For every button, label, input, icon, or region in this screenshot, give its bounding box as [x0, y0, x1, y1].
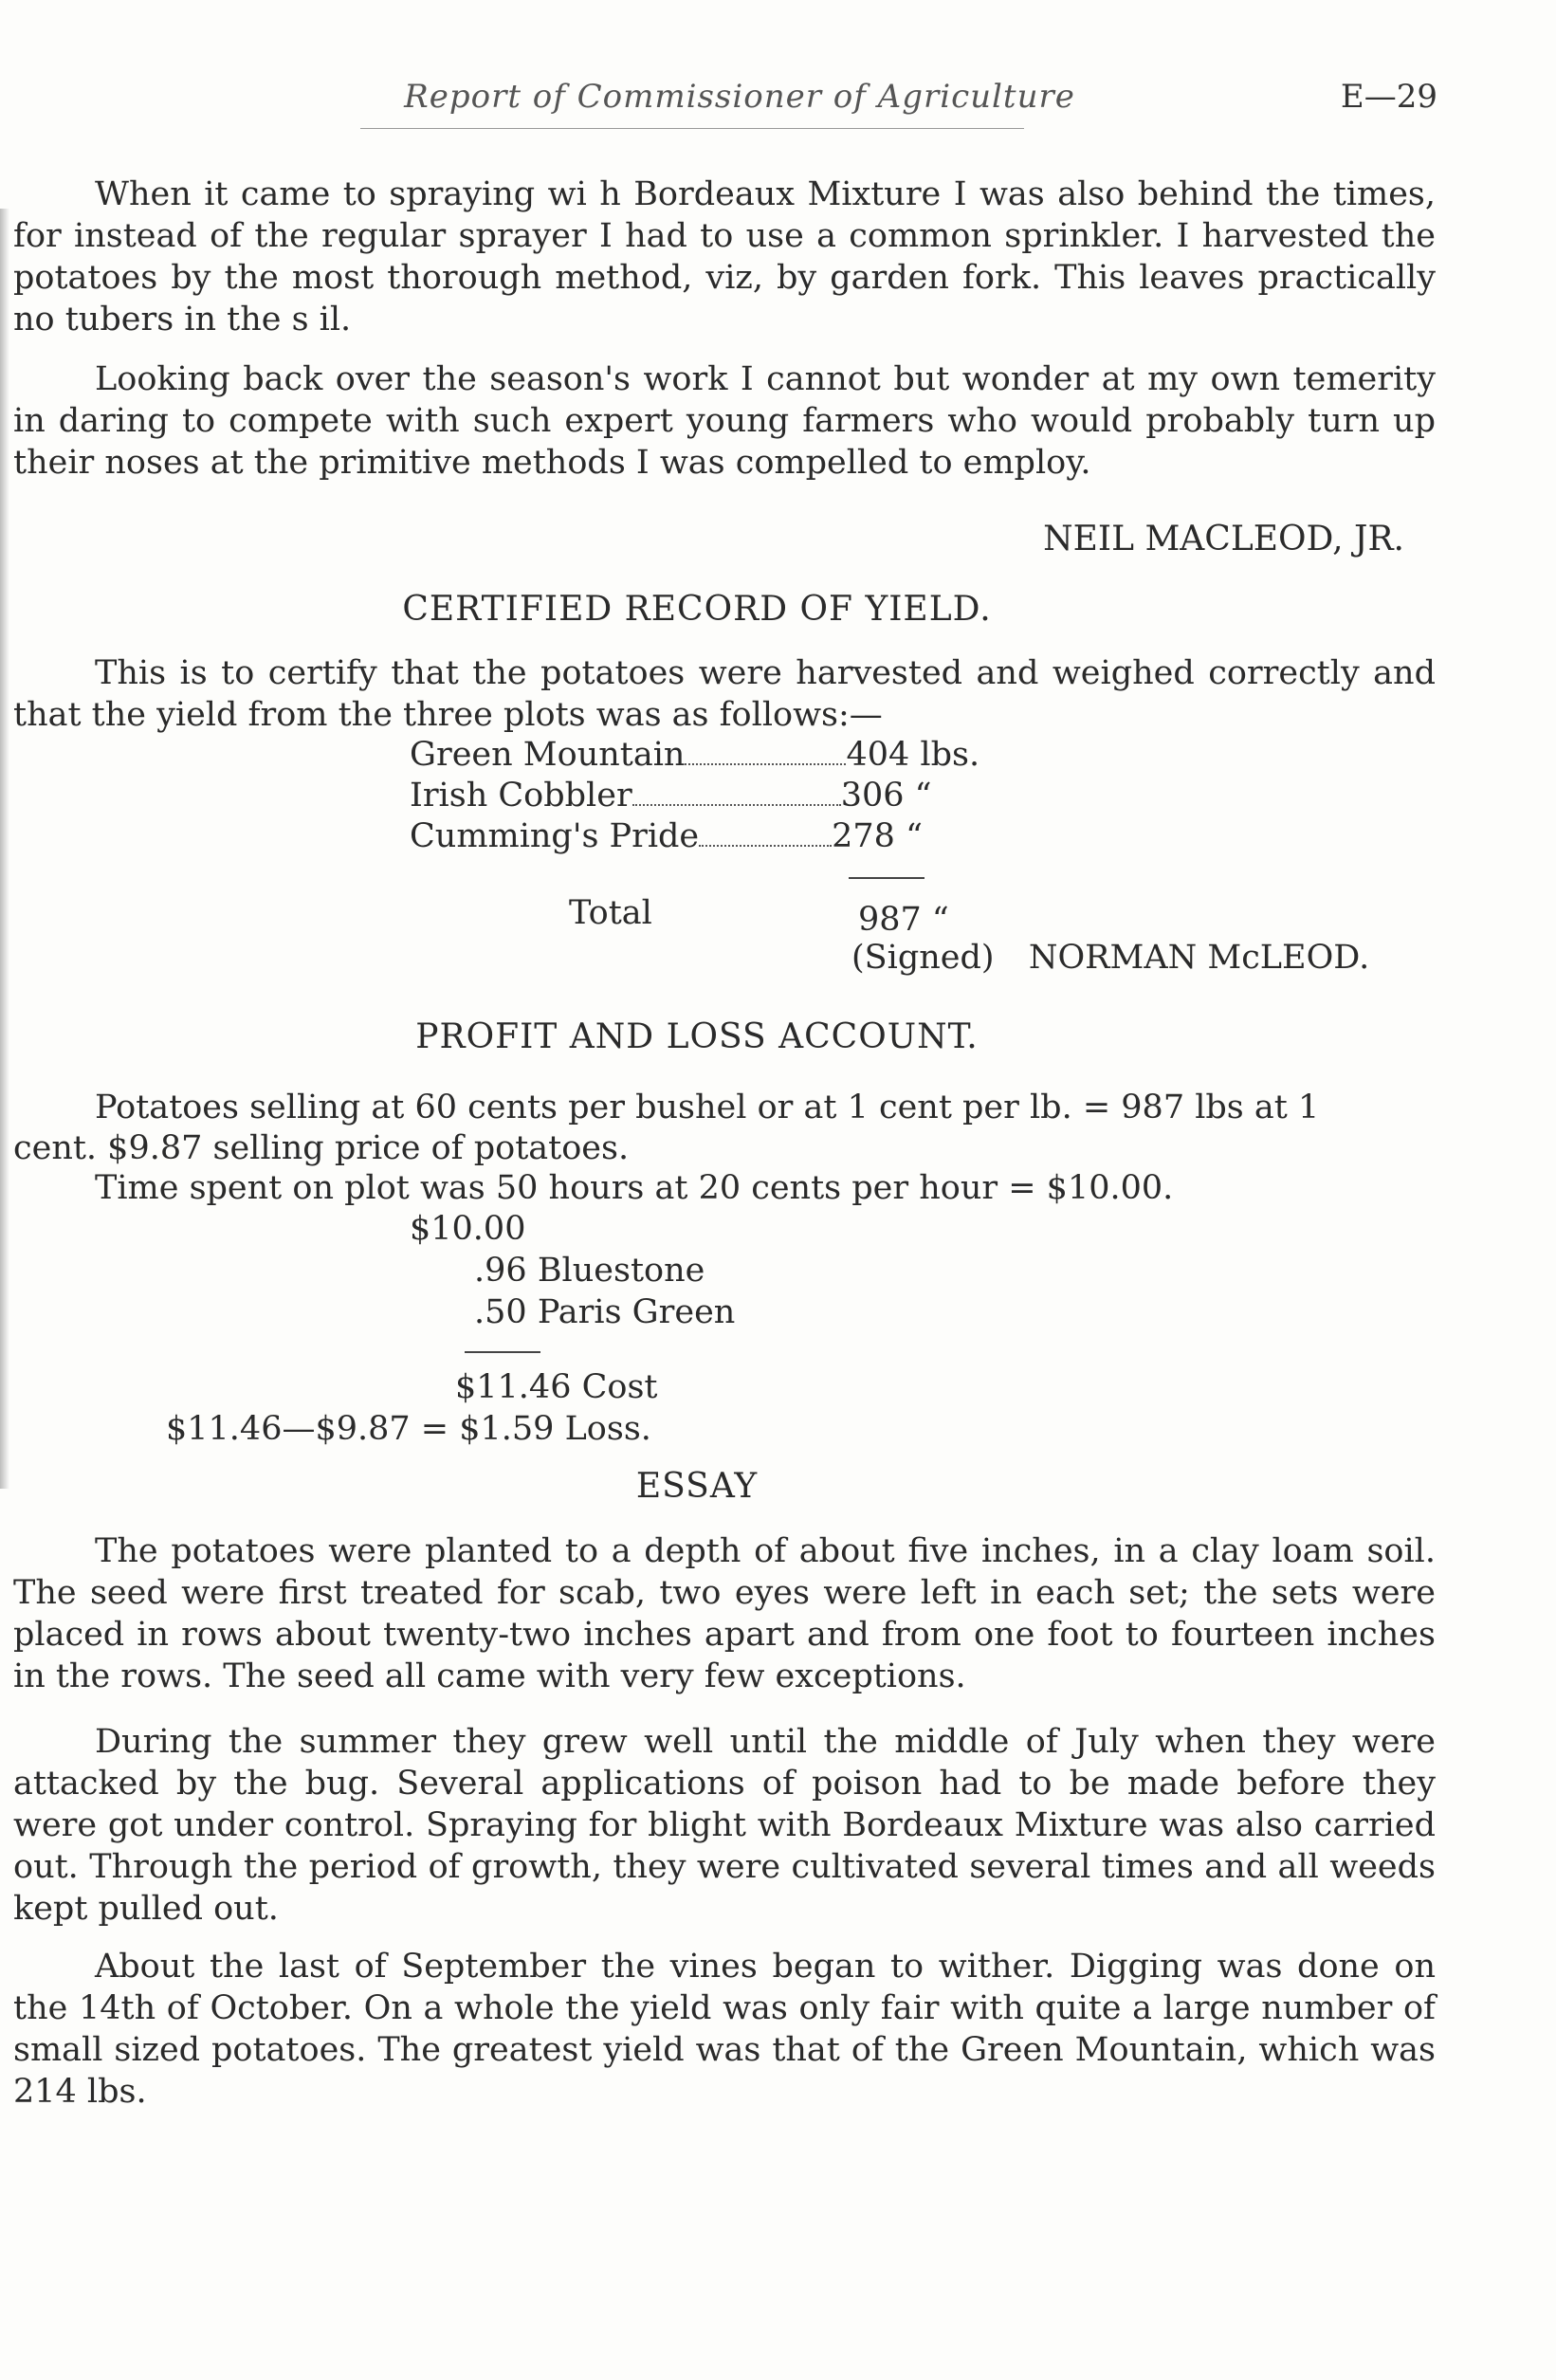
- cost-rule: [465, 1351, 540, 1353]
- essay-paragraph-2-block: [13, 1721, 1436, 1930]
- cost-row-paris-green: [474, 1293, 735, 1331]
- signed-line: [851, 939, 1369, 977]
- yield-total-label: Total: [569, 894, 652, 932]
- yield-name: Irish Cobbler: [410, 777, 632, 815]
- signed-label: (Signed): [851, 939, 995, 977]
- profit-loss-heading: PROFIT AND LOSS ACCOUNT.: [415, 1017, 979, 1056]
- yield-value: 306 “: [840, 777, 932, 815]
- cost-row-bluestone: [474, 1252, 705, 1290]
- profit-line-1a: Potatoes selling at 60 cents per bushel or at 1 cent per lb. = 987 lbs at 1: [95, 1089, 1320, 1126]
- certified-heading: CERTIFIED RECORD OF YIELD.: [402, 590, 992, 629]
- paragraph-looking-back: Looking back over the season's work I cannot but wonder at my own temerity in daring to compete with such expert young farmers who would probably turn up their noses at the primitive methods I was compelled to employ.: [13, 360, 1436, 482]
- yield-name: Cumming's Pride: [410, 817, 700, 855]
- yield-name: Green Mountain: [410, 736, 686, 774]
- yield-value: 404 lbs.: [846, 736, 980, 774]
- author-signature: NEIL MACLEOD, JR.: [1043, 520, 1404, 558]
- essay-paragraph-1: The potatoes were planted to a depth of about five inches, in a clay loam soil. The seed were first treated for scab, two eyes were left in each set; the sets were placed in rows about twenty-two inches apart and from one foot to fourteen inches in the rows. The seed all came with very few exceptions.: [13, 1532, 1436, 1695]
- essay-paragraph-3: About the last of September the vines began to wither. Digging was done on the 14th of October. On a whole the yield was only fair with quite a large number of small sized potatoes. The greatest yield was that of the Green Mountain, which was 214 lbs.: [13, 1948, 1436, 2111]
- cost-total: $11.46 Cost: [455, 1368, 658, 1406]
- header-rule: [360, 128, 1024, 129]
- dot-leader: [699, 837, 832, 847]
- essay-paragraph-3-block: [13, 1946, 1436, 2113]
- scan-edge-shadow: [0, 209, 9, 1489]
- cost-row-labour: [410, 1210, 525, 1248]
- running-header-title: Report of Commissioner of Agriculture: [404, 78, 1075, 116]
- total-rule: [849, 877, 924, 879]
- signed-name: NORMAN McLEOD.: [1028, 939, 1370, 977]
- yield-row-irish-cobbler: [410, 777, 932, 815]
- cost-label: Bluestone: [537, 1252, 705, 1290]
- yield-value: 278 “: [832, 817, 923, 855]
- yield-row-green-mountain: [410, 736, 979, 774]
- essay-heading: ESSAY: [635, 1467, 759, 1506]
- page-number: E—29: [1340, 78, 1437, 116]
- cost-amount: $10.00: [410, 1210, 526, 1248]
- paragraph-spraying-block: [13, 174, 1436, 340]
- essay-paragraph-2: During the summer they grew well until the middle of July when they were attacked by the bug. Several applications of poison had to be made before they were got under control. Spraying for blight with Bordeaux Mixture was also carried out. Through the period of growth, they were cultivated several times and all weeds kept pulled out.: [13, 1723, 1436, 1928]
- cost-label: Paris Green: [537, 1293, 736, 1331]
- profit-line-1b: cent. $9.87 selling price of potatoes.: [13, 1129, 630, 1167]
- certified-intro: This is to certify that the potatoes were harvested and weighed correctly and that the yield from the three plots was as follows:—: [13, 654, 1436, 734]
- dot-leader: [685, 756, 846, 765]
- yield-total-value: 987 “: [858, 901, 949, 939]
- paragraph-looking-back-block: [13, 358, 1436, 484]
- paragraph-spraying: When it came to spraying wi h Bordeaux Mixture I was also behind the times, for instead of the regular sprayer I had to use a common sprinkler. I harvested the potatoes by the most thorough method, viz, by garden fork. This leaves practically no tubers in the s il.: [13, 175, 1436, 339]
- dot-leader: [632, 796, 841, 806]
- cost-amount: .50: [474, 1293, 527, 1331]
- certified-intro-block: [13, 652, 1436, 736]
- essay-paragraph-1-block: [13, 1530, 1436, 1697]
- cost-amount: .96: [474, 1252, 527, 1290]
- profit-line-2: Time spent on plot was 50 hours at 20 cents per hour = $10.00.: [95, 1169, 1174, 1207]
- yield-row-cummings-pride: [410, 817, 923, 855]
- loss-line: $11.46—$9.87 = $1.59 Loss.: [166, 1410, 651, 1448]
